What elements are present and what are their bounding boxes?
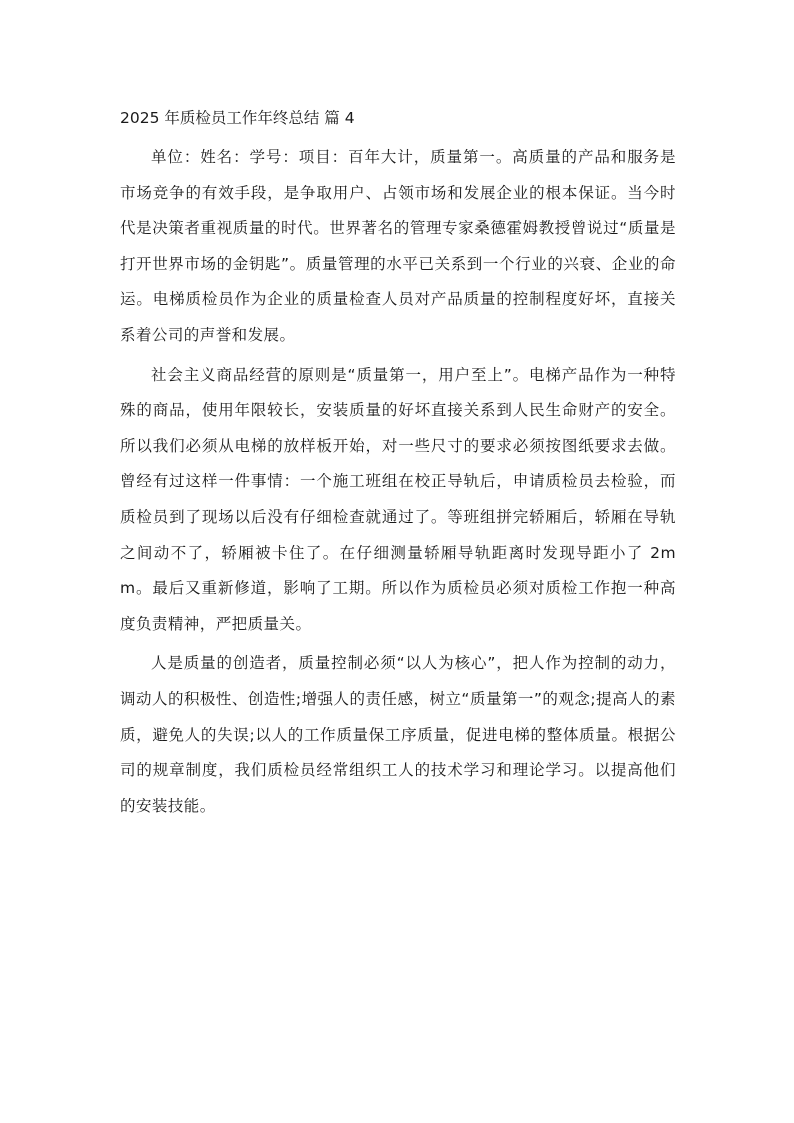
paragraph-1: 单位：姓名：学号：项目：百年大计，质量第一。高质量的产品和服务是市场竞争的有效手段，是争取用户、占领市场和发展企业的根本保证。当今时代是决策者重视质量的时代。世界著名的管理专家桑德霍姆教授曾说过“质量是打开世界市场的金钥匙”。质量管理的水平已关系到一个行业的兴衰、企业的命运。电梯质检员作为企业的质量检查人员对产品质量的控制程度好坏，直接关系着公司的声誉和发展。 — [120, 148, 676, 344]
paragraph-3: 人是质量的创造者，质量控制必须“以人为核心”，把人作为控制的动力，调动人的积极性、创造性;增强人的责任感，树立“质量第一”的观念;提高人的素质，避免人的失误;以人的工作质量保工序质量，促进电梯的整体质量。根据公司的规章制度，我们质检员经常组织工人的技术学习和理论学习。以提高他们的安装技能。 — [120, 654, 676, 815]
document-body — [120, 104, 676, 828]
paragraph-2: 社会主义商品经营的原则是“质量第一，用户至上”。电梯产品作为一种特殊的商品，使用年限较长，安装质量的好坏直接关系到人民生命财产的安全。所以我们必须从电梯的放样板开始，对一些尺寸的要求必须按图纸要求去做。曾经有过这样一件事情：一个施工班组在校正导轨后，申请质检员去检验，而质检员到了现场以后没有仔细检查就通过了。等班组拼完轿厢后，轿厢在导轨之间动不了，轿厢被卡住了。在仔细测量轿厢导轨距离时发现导距小了 2mm。最后又重新修道，影响了工期。所以作为质检员必须对质检工作抱一种高度负责精神，严把质量关。 — [120, 365, 676, 633]
document-title: 2025 年质检员工作年终总结 篇 4 — [120, 109, 355, 127]
